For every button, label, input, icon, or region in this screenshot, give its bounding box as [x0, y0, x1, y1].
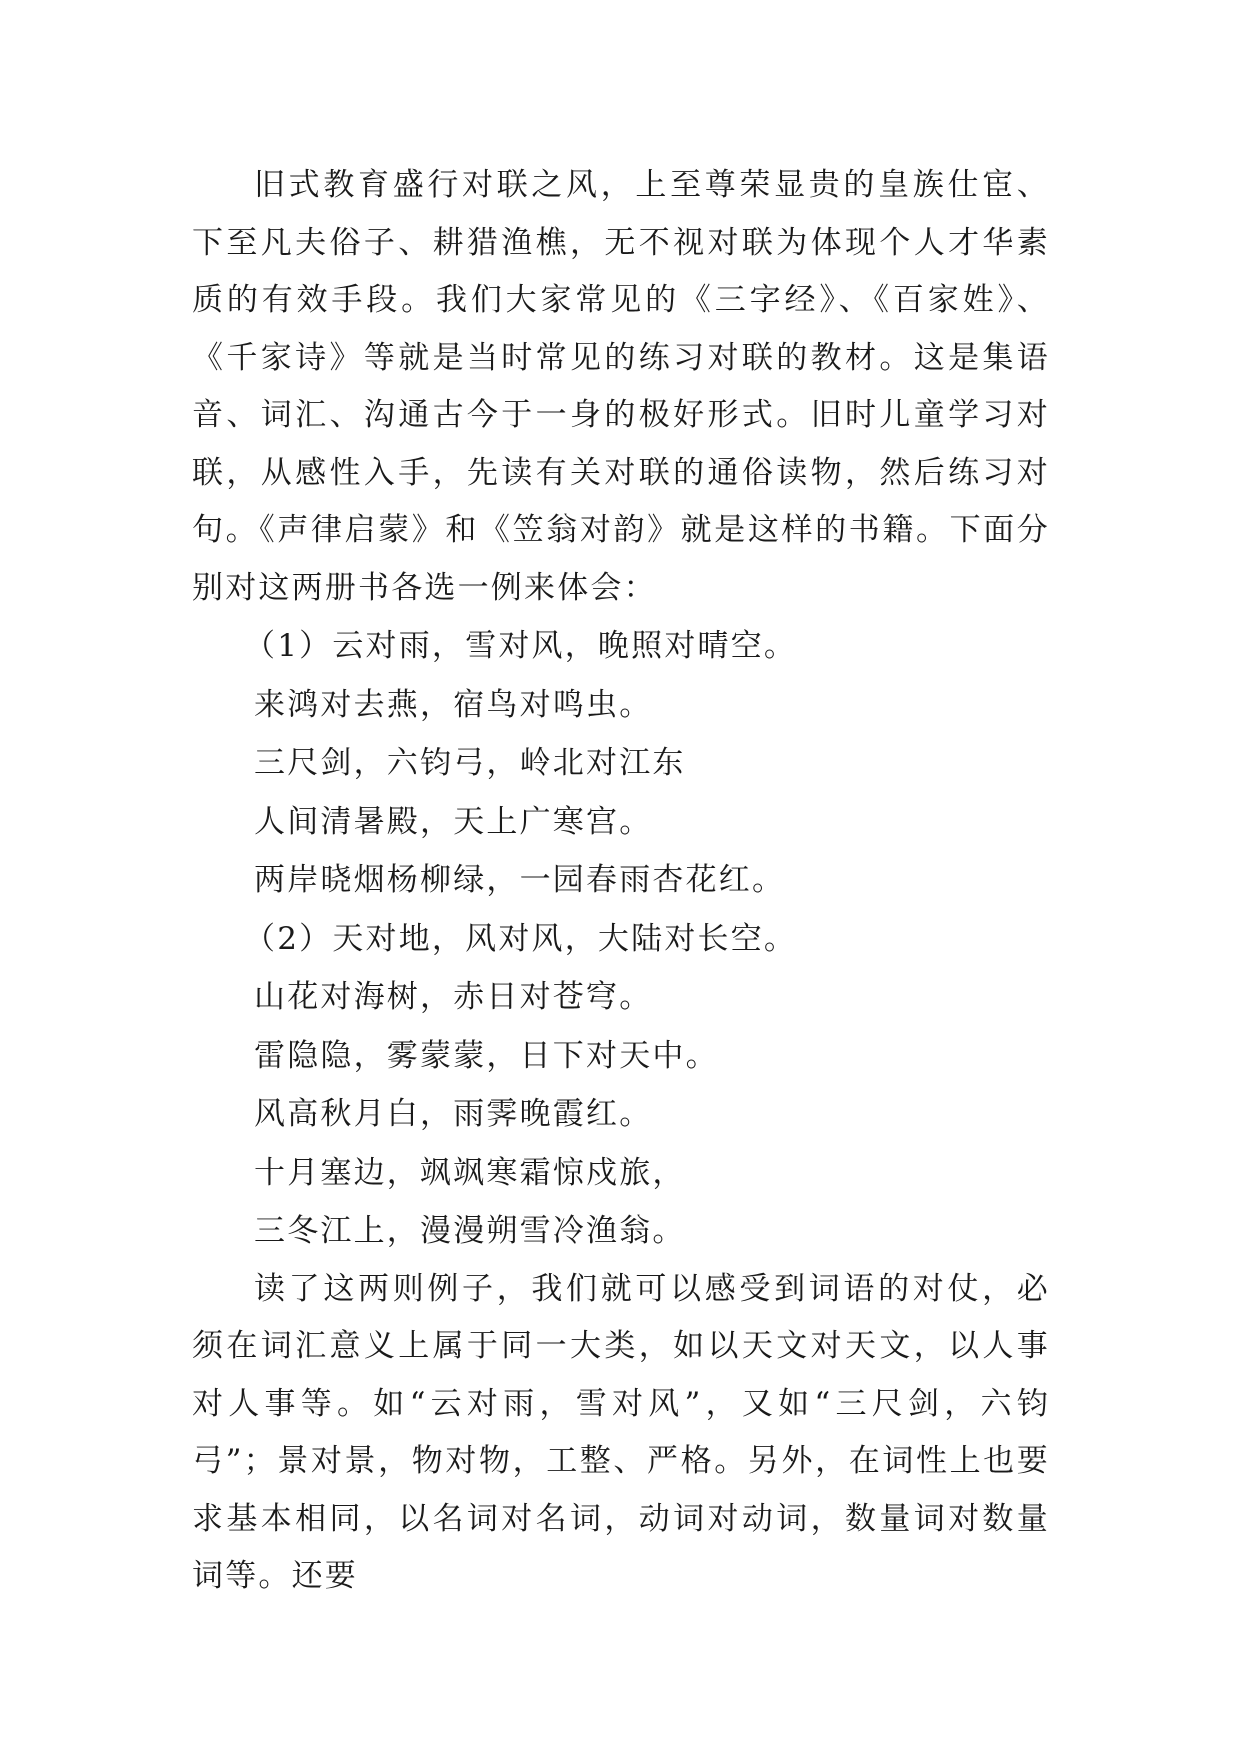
- analysis-paragraph: 读了这两则例子，我们就可以感受到词语的对仗，必须在词汇意义上属于同一大类，如以天文对天文，以人事对人事等。如“云对雨，雪对风”，又如“三尺剑，六钧弓”；景对景，物对物，工整、严格。另外，在词性上也要求基本相同，以名词对名词，动词对动词，数量词对数量词等。还要: [192, 1270, 1050, 1594]
- verse-line: 十月塞边，飒飒寒霜惊戍旅，: [254, 1154, 686, 1191]
- verse-line: 山花对海树，赤日对苍穹。: [254, 979, 653, 1015]
- verse-line: 风高秋月白，雨霁晚霞红。: [254, 1096, 653, 1132]
- intro-paragraph: 旧式教育盛行对联之风，上至尊荣显贵的皇族仕宦、下至凡夫俗子、耕猎渔樵，无不视对联为体现个人才华素质的有效手段。我们大家常见的《三字经》、《百家姓》、《千家诗》等就是当时常见的练习对联的教材。这是集语音、词汇、沟通古今于一身的极好形式。旧时儿童学习对联，从感性入手，先读有关对联的通俗读物，然后练习对句。《声律启蒙》和《笠翁对韵》就是这样的书籍。下面分别对这两册书各选一例来体会：: [192, 167, 1050, 606]
- document-body: [192, 157, 1050, 1606]
- verse-line: 两岸晓烟杨柳绿，一园春雨杏花红。: [254, 862, 786, 898]
- verse-line: 人间清暑殿，天上广寒宫。: [254, 803, 653, 840]
- couplet-example-1: [192, 617, 1050, 910]
- verse-line: 来鸿对去燕，宿鸟对鸣虫。: [254, 686, 653, 723]
- verse-line: （1）云对雨，雪对风，晚照对晴空。: [244, 628, 798, 664]
- verse-line: 三尺剑，六钧弓，岭北对江东: [254, 745, 686, 781]
- verse-line: 三冬江上，漫漫朔雪冷渔翁。: [254, 1213, 686, 1249]
- couplet-example-2: [192, 910, 1050, 1261]
- verse-line: （2）天对地，风对风，大陆对长空。: [244, 920, 798, 957]
- verse-line: 雷隐隐，雾蒙蒙，日下对天中。: [254, 1037, 719, 1074]
